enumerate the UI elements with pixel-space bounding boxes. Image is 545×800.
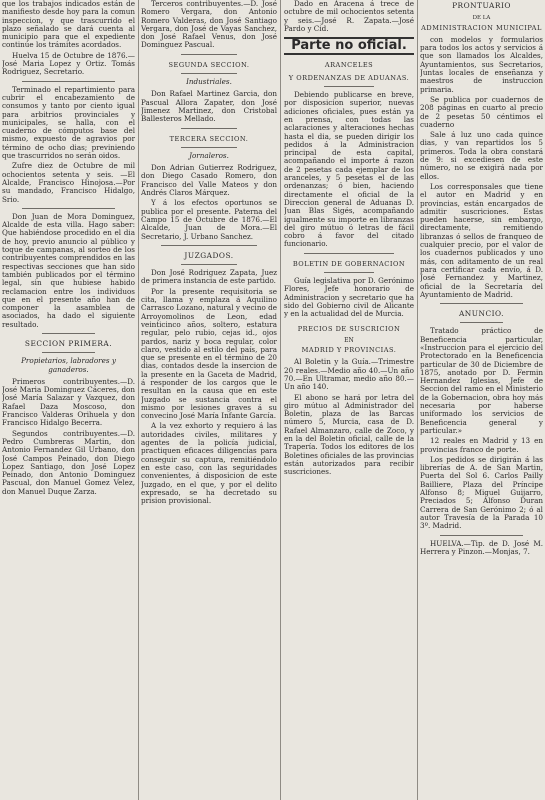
paragraph: Los corresponsales que tiene el autor en Madrid y en provincias, están encargados de admitir suscriciones. Estas pueden hacerse, sin embargo, directamente, remitiendo libranzas ó sellos de franqueo de cualquier precio, por el valor de los cuadernos publicados y uno más, con aditamento de un real para certificar cada envío, á D. José Fernandez y Martinez, oficial de la Secretaría del Ayuntamiento de Madrid. [420,181,543,299]
separator [22,208,115,209]
paragraph: con modelos y formularios para todos los actos y servicios á que son llamados los Alcaldes, Ayuntamientos, sus Secretarios, Juntas locales de enseñanza y maestros de instruccion primaria. [420,34,543,94]
separator [440,535,523,536]
section-title: Parte no oficial. [284,37,414,55]
section-subheading: MADRID Y PROVINCIAS. [301,346,397,355]
separator [181,54,237,55]
paragraph: Don Adrian Gutierrez Rodriguez, don Diego Casado Romero, don Francisco del Valle Mateos y don Andrés Claros Márquez. [141,163,277,198]
section-heading: SECCION PRIMERA. [24,338,113,348]
section-subheading: Y ORDENANZAS DE ADUANAS. [288,73,410,82]
separator [161,245,257,246]
column-divider [138,0,139,800]
paragraph: Tratado práctico de Beneficencia particular, «Instruccion para el ejercicio del Protectorado en la Beneficencia particular de 30 de Diciembre de 1875, anotado por D. Fermin Hernandez Iglesias, Jefe de Seccion del ramo en el Ministerio de la Gobernacion, obra hoy más necesaria por haberse uniformado los servicios de Beneficencia general y particular.» [420,326,543,435]
column-1 [2,0,135,800]
paragraph: Se publica por cuadernos de 208 páginas en cuarto al precio de 2 pesetas 50 céntimos el cuaderno [420,94,543,129]
heading-connector: DE LA [472,15,491,22]
heading-connector: EN [344,336,354,344]
paragraph: Por la presente requisitoria se cita, llama y emplaza á Aquilino Carrasco Lozano, natural y vecino de Arroyomolinos de Leon, edad veinticinco años, soltero, estatura regular, pelo rubio, cejas id., ojos pardos, nariz y boca regular, color claro, vestido al estilo del país, para que se presente en el término de 20 dias, contados desde la insercion de la presente en la Gaceta de Madrid, á responder de los cargos que le resultan en la causa que en este Juzgado se sustancia contra el mismo por lesiones graves á su convecino José María Infante García. [141,286,277,421]
separator [460,322,503,323]
paragraph: Segundos contribuyentes.—D. Pedro Cumbreras Martin, don Antonio Fernandez Gil Urbano, don José Campos Peinado, don Diego Lopez Santiago, don José Lopez Peinado, don Antonio Dominguez Pascual, don Manuel Gomez Velez, don Manuel Duque Zarza. [2,428,135,496]
paragraph: que los trabajos indicados están de manifiesto desde hoy para la comun inspeccion, y que trascurrido el plazo señalado se dará cuenta al municipio para que el expediente continúe los trámites acordados. [2,0,135,50]
section-heading: ANUNCIO. [458,309,505,319]
column-2 [141,0,277,800]
separator [42,352,95,353]
separator [324,86,374,87]
separator [181,128,237,129]
paragraph: El abono se hará por letra del giro mútuo al Administrador del Boletin, plaza de las Barcas número 5, Murcia, casa de D. Rafael Almanzaro, calle de Zoco, y en la del Boletin oficial, calle de la Trapería. Todos los editores de los Boletines oficiales de las provincias están autorizados para recibir suscriciones. [284,392,414,477]
signature: Zufre diez de Octubre de mil ochocientos setenta y seis. —El Alcalde, Francisco Hinojosa.—Por su mandado, Francisco Hidalgo, Srio. [2,161,135,204]
separator [324,272,374,273]
paragraph: Guía legislativa por D. Gerónimo Flores, Jefe honorario de Administracion y secretario que ha sido del Gobierno civil de Alicante y en la actualidad del de Murcia. [284,276,414,319]
paragraph: Y á los efectos oportunos se publica por el presente. Paterna del Campo 15 de Octubre de 1876.—El Alcalde, Juan de Mora.—El Secretario, J. Urbano Sanchez. [141,198,277,241]
paragraph: A la vez exhorto y requiero á las autoridades civiles, militares y agentes de la policía judicial, practiquen eficaces diligencias para conseguir su captura, remitiéndolo en este caso, con las seguridades convenientes, á disposicion de este Juzgado, en el que, y por el delito expresado, se ha decretado su prision provisional. [141,421,277,506]
section-subheading: ADMINISTRACION MUNICIPAL [421,23,542,32]
separator [181,147,237,148]
signature: Huelva 15 de Octubre de 1876.—José Maria Lopez y Ortiz. Tomás Rodriguez, Secretario. [2,50,135,77]
column-divider [280,0,281,800]
paragraph: Primeros contribuyentes.—D. José Maria Dominguez Cáceres, don José María Salazar y Vazquez, don Rafael Daza Moscoso, don Francisco Valderas Orihuela y don Francisco Hidalgo Becerra. [2,376,135,428]
subheading: Propietarios, labradores y ganaderos. [21,356,116,374]
column-3 [284,0,414,800]
paragraph: 12 reales en Madrid y 13 en provincias franco de porte. [420,436,543,454]
section-heading: JUZGADOS. [184,250,234,260]
paragraph: Don José Rodriguez Zapata, Juez de primera instancia de este partido. [141,268,277,286]
paragraph: Los pedidos se dirigirán á las librerías de A. de San Martin, Puerta del Sol 6. Carlos Pailly Bailliere, Plaza del Príncipe Alfonso 8; Miguel Guijarro, Preciados 5; Alfonso Duran Carrera de San Gerónimo 2; ó al autor Travesía de la Parada 10 3º. Madrid. [420,454,543,531]
separator [22,81,115,82]
separator [42,333,95,334]
section-heading: TERCERA SECCION. [169,134,249,143]
paragraph: Terceros contribuyentes.—D. José Romero Vergara, don Antonio Romero Valderas, don José Santiago Vergara, don José de Vayas Sanchez, don José Rafael Venus, don José Dominguez Pascual. [141,0,277,50]
subheading: Jornaleros. [189,150,229,160]
section-heading: BOLETIN DE GOBERNACION [292,259,406,268]
paragraph: Sale á luz uno cada quince dias, y van repartidos los 5 primeros. Toda la obra constará de 9: si excediesen de este número, no se exigirá nada por ellos. [420,130,543,181]
section-heading: ARANCELES [324,61,374,70]
separator [440,303,523,304]
column-divider [417,0,418,800]
section-heading: PRONTUARIO [452,1,511,10]
column-4 [420,0,543,800]
separator [181,73,237,74]
paragraph: Al Boletin y la Guía.—Trimestre 20 reales.—Medio año 40.—Un año 70.—En Ultramar, medio año 80.—Un año 140. [284,357,414,392]
separator [304,253,394,254]
paragraph: Don Rafael Martinez Garcia, don Pascual Allora Zapater, don José Jimenez Martinez, don Cristobal Ballesteros Mellado. [141,89,277,124]
section-heading: PRECIOS DE SUSCRICION [297,324,401,333]
paragraph: Dado en Aracena á trece de octubre de mil ochocientos setenta y seis.—José R. Zapata.—José Pardo y Cid. [284,0,414,33]
section-heading: SEGUNDA SECCION. [168,60,250,69]
paragraph: Don Juan de Mora Dominguez, Alcalde de esta villa. Hago saber: Que habiéndose procedido en el dia de hoy, previo anuncio al público y toque de campanas, al sorteo de los contribuyentes comprendidos en las respectivas secciones que han sido también publicados por el término legal, sin que hubiese habido reclamacion entre los individuos que en el presente año han de componer la asamblea de asociados, ha dado el siguiente resultado. [2,211,135,329]
subheading: Industriales. [186,77,232,87]
imprint: HUELVA.—Tip. de D. José M. Herrera y Pinzon.—Monjas, 7. [420,538,543,556]
paragraph: Terminado el repartimiento para cubrir el encabezamiento de consumos y tanto por ciento igual para arbitrios provinciales y municipales, se halla, con el cuaderno de cómputos base del mismo, expuesto de agravios por término de ocho dias; previniendo que trascurridos no serán oidos. [2,84,135,161]
paragraph: Debiendo publicarse en breve, por disposicion superior, nuevas adiciones oficiales, pues están ya en prensa, con todas las aclaraciones y alteraciones hechas hasta el dia, se pueden dirigir los pedidos á la Administracion principal de esta capital, acompañando el importe á razon de 2 pesetas cada ejemplar de los aranceles, y 5 pesetas el de las ordenanzas; ó bien, haciendo directamente el oficial de la Direccion general de Aduanas D. Juan Blas Sigés, acompañando igualmente su importe en libranzas del giro mútuo ó letras de fácil cobro á favor del citado funcionario. [284,90,414,249]
separator [181,264,237,265]
